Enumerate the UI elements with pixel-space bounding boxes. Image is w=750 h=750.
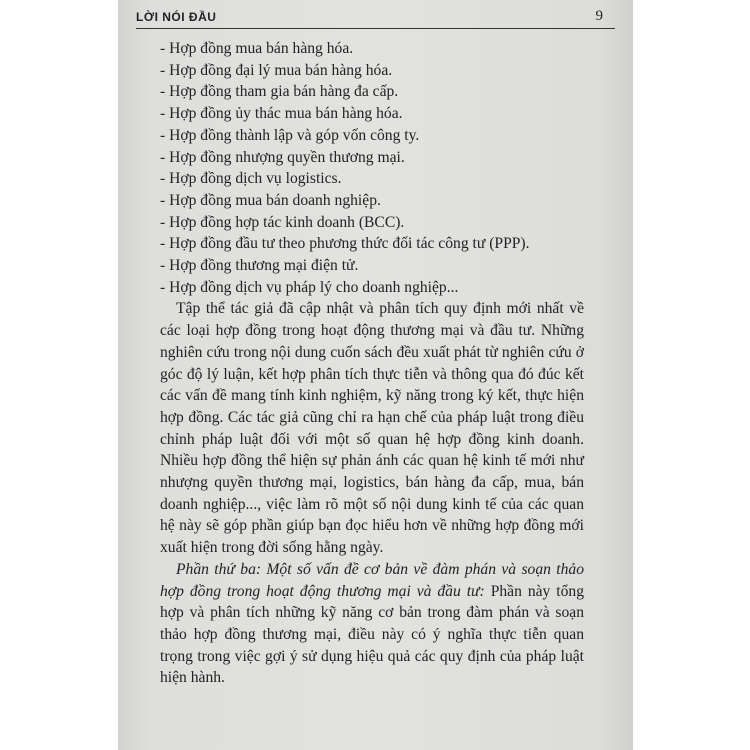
running-header [136, 6, 615, 29]
list-item: - Hợp đồng dịch vụ logistics. [160, 170, 342, 188]
list-item: - Hợp đồng đại lý mua bán hàng hóa. [160, 61, 393, 79]
list-item: - Hợp đồng dịch vụ pháp lý cho doanh nghiệp... [160, 278, 459, 296]
list-item: - Hợp đồng đầu tư theo phương thức đối tác công tư (PPP). [160, 235, 530, 253]
contract-type-list [160, 38, 584, 298]
list-item: - Hợp đồng nhượng quyền thương mại. [160, 148, 405, 166]
list-item: - Hợp đồng thương mại điện tử. [160, 257, 359, 275]
list-item: - Hợp đồng tham gia bán hàng đa cấp. [160, 83, 399, 101]
book-page [118, 0, 633, 750]
paragraph-authors-summary: Tập thể tác giả đã cập nhật và phân tích quy định mới nhất về các loại hợp đồng trong hoạt động thương mại và đầu tư. Những nghiên cứu trong nội dung cuốn sách đều xuất phát từ nghiên cứu ở góc độ lý luận, kết hợp phân tích thực tiễn và thông qua đó đúc kết các vấn đề mang tính kinh nghiệm, kỹ năng trong ký kết, thực hiện hợp đồng. Các tác giả cũng chỉ ra hạn chế của pháp luật trong điều chỉnh pháp luật đối với một số quan hệ hợp đồng kinh doanh. Nhiều hợp đồng thể hiện sự phản ánh các quan hệ kinh tế mới như nhượng quyền thương mại, logistics, bán hàng đa cấp, mua, bán doanh nghiệp..., việc làm rõ một số nội dung kinh tế của các quan hệ này sẽ góp phần giúp bạn đọc hiểu hơn về những hợp đồng mới xuất hiện trong đời sống hằng ngày. [160, 300, 584, 557]
page-body [160, 38, 584, 689]
paragraph-part-three [160, 559, 584, 689]
list-item: - Hợp đồng thành lập và góp vốn công ty. [160, 126, 420, 144]
part-three-body: Phần này tổng hợp và phân tích những kỹ năng cơ bản trong đàm phán và soạn thảo hợp đồng thương mại, điều này có ý nghĩa thực tiễn quan trọng trong việc gợi ý sử dụng hiệu quả các quy định của pháp luật hiện hành. [160, 582, 584, 687]
page-number: 9 [595, 8, 603, 24]
list-item: - Hợp đồng hợp tác kinh doanh (BCC). [160, 213, 405, 231]
list-item: - Hợp đồng mua bán hàng hóa. [160, 40, 354, 57]
part-three-heading: Phần thứ ba: Một số vấn đề cơ bản về đàm phán và soạn thảo hợp đồng trong hoạt động thương mại và đầu tư: [160, 560, 584, 600]
section-title: LỜI NÓI ĐẦU [136, 10, 217, 24]
list-item: - Hợp đồng ủy thác mua bán hàng hóa. [160, 105, 403, 123]
list-item: - Hợp đồng mua bán doanh nghiệp. [160, 191, 381, 209]
